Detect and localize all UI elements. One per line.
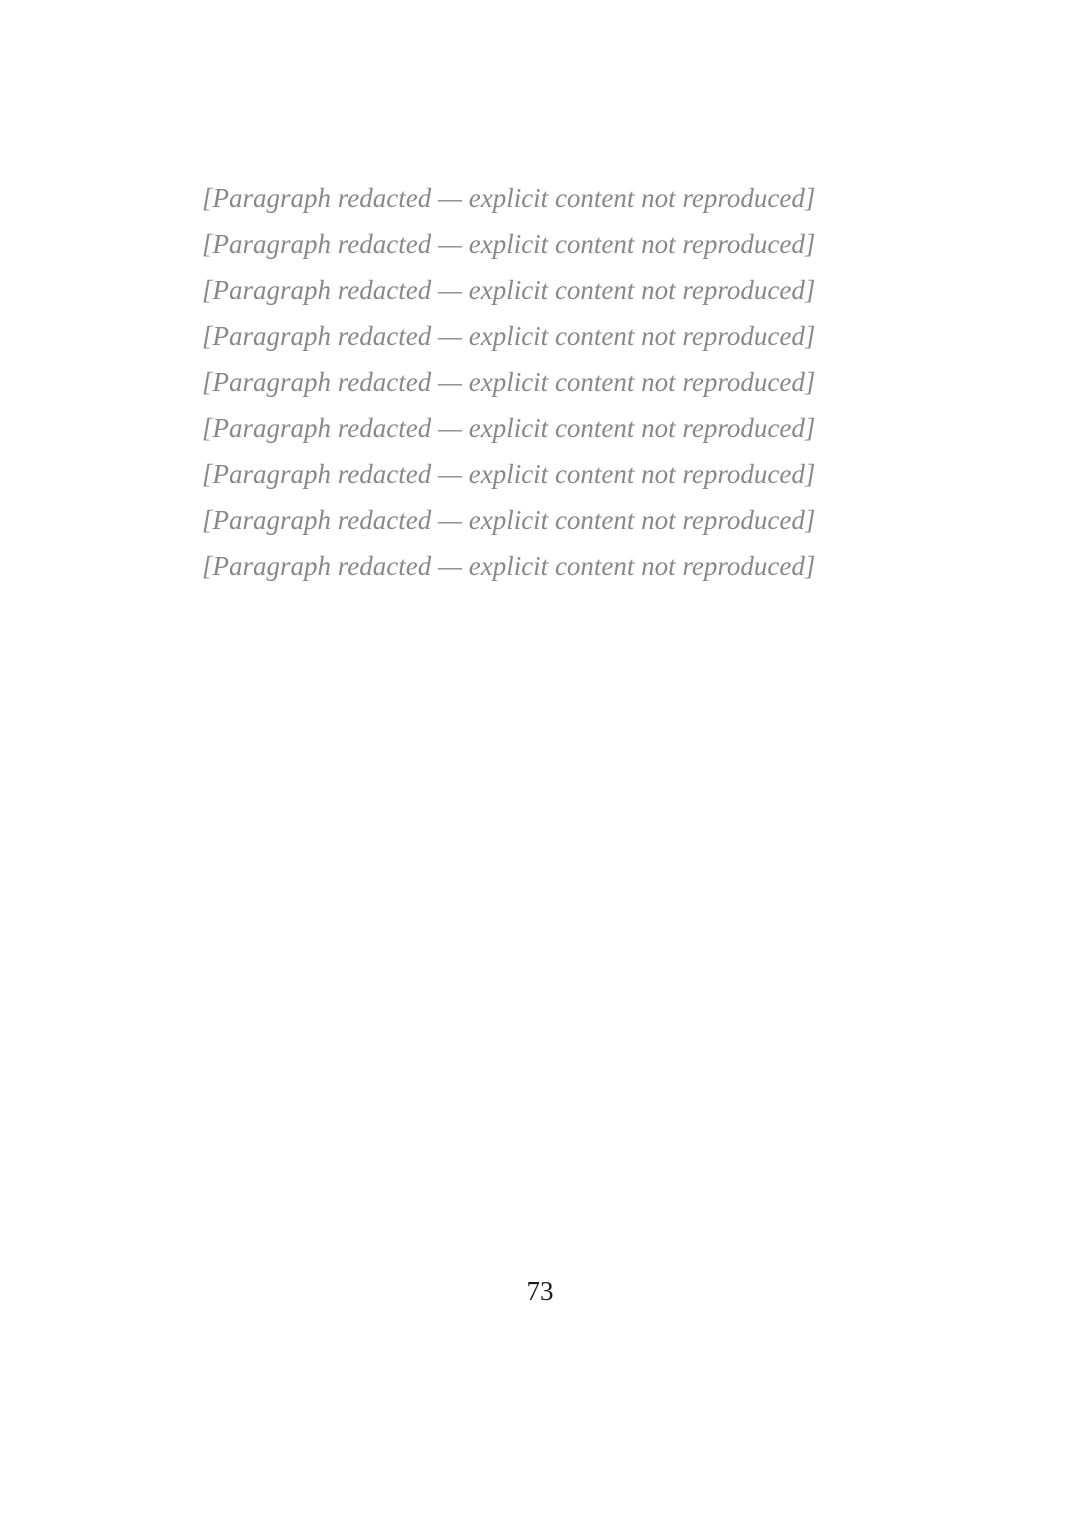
paragraph: [Paragraph redacted — explicit content not reproduced]: [202, 321, 816, 351]
paragraph: [Paragraph redacted — explicit content not reproduced]: [202, 505, 816, 535]
paragraph: [Paragraph redacted — explicit content not reproduced]: [202, 183, 816, 213]
paragraph: [Paragraph redacted — explicit content not reproduced]: [202, 275, 816, 305]
paragraph: [Paragraph redacted — explicit content not reproduced]: [202, 459, 816, 489]
paragraph: [Paragraph redacted — explicit content not reproduced]: [202, 413, 816, 443]
paragraph: [Paragraph redacted — explicit content not reproduced]: [202, 367, 816, 397]
page-number: 73: [526, 1276, 554, 1306]
body-text-block: [162, 175, 922, 589]
paragraph: [Paragraph redacted — explicit content not reproduced]: [202, 229, 816, 259]
paragraph: [Paragraph redacted — explicit content not reproduced]: [202, 551, 816, 581]
